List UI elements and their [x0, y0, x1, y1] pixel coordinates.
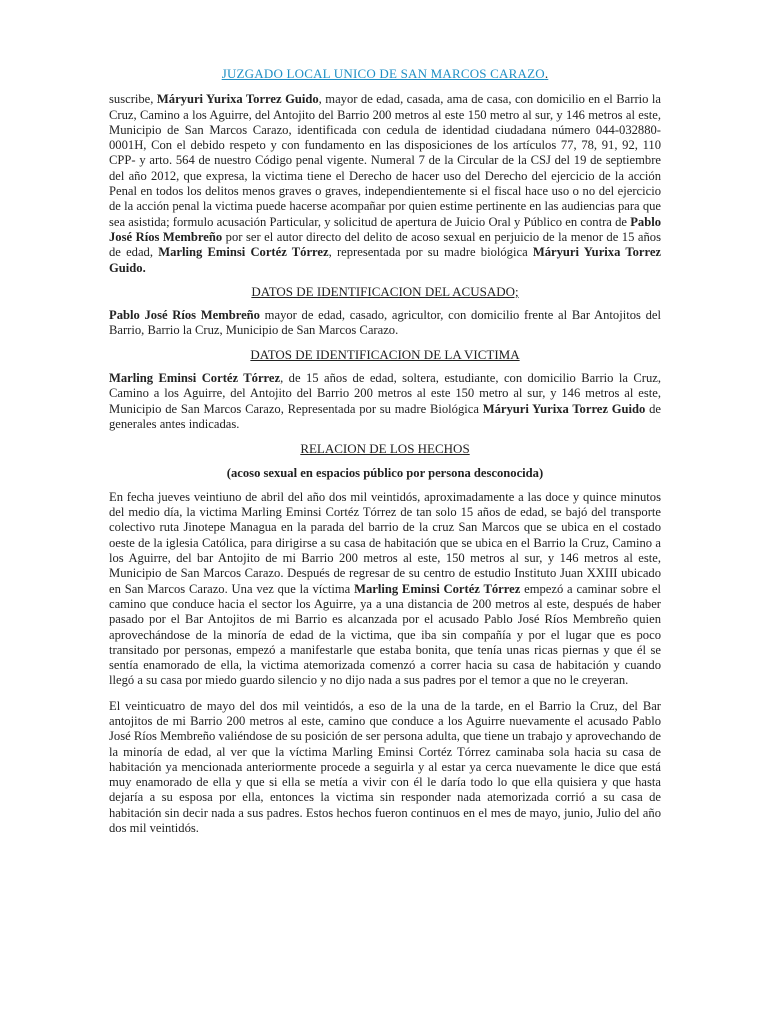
document-page: [109, 66, 661, 836]
plaintiff-name: Máryuri Yurixa Torrez Guido: [156, 92, 319, 107]
facts-text: En fecha jueves veintiuno de abril del año dos mil veintidós, aproximadamente a las doce y quince minutos del medio día, la victima Marling Eminsi Cortéz Tórrez de tan solo 15 años de edad, se bajó del transporte colectivo ruta Jinotepe Managua en la parada del barrio de la cruz San Marcos que se ubica en el costado oeste de la iglesia Católica, para dirigirse a su casa de habitación que se ubica en el Barrio la Cruz, Camino a los Aguirre, del bar Antojito de mi Barrio 200 metros al este, 150 metros al sur, y 146 metros al este, Municipio de San Marcos Carazo. Después de regresar de su centro de estudio Instituto Juan XXIII ubicado en San Marcos Carazo. Una vez que la víctima: [109, 489, 661, 596]
victim-text: de generales antes indicadas.: [109, 401, 662, 431]
facts-text: empezó a caminar sobre el camino que conduce hacia el sector los Aguirre, ya a una distancia de 200 metros al este, después de haber pasado por el Bar Antojitos de mi Barrio es alcanzada por el acusado Pablo José Ríos Membreño quien aprovechándose de la minoría de edad de la victima, que iba sin compañía y por el lugar que es poco transitado por personas, empezó a manifestarle que estaba bonita, que tenía unas ricas piernas y que él se sentía enamorado de ella, la victima atemorizada comenzó a correr hacia su casa de habitación y cuando llegó a su casa por miedo guardo silencio y no dijo nada a sus padres por el temor a que no le creyeran.: [109, 581, 661, 688]
victim-paragraph: [109, 371, 661, 432]
intro-text: , mayor de edad, casada, ama de casa, con domicilio en el Barrio la Cruz, Camino a los Aguirre, del Antojito del Barrio 200 metros al este 150 metro al sur, y 146 metros al este, Municipio de San Marcos Carazo, identificada con cedula de identidad ciudadana número 044-032880-0001H, Con el debido respeto y con fundamento en las disposiciones de los artículos 77, 78, 91, 92, 110 CPP- y arto. 564 de nuestro Código penal vigente. Numeral 7 de la Circular de la CSJ del 19 de septiembre del año 2012, que expresa, la victima tiene el Derecho de hacer uso del Derecho del ejercicio de la acción Penal en todos los delitos menos graves o graves, independientemente si el fiscal hace uso o no del ejercicio de la acción penal la victima puede hacerse acompañar por quien estime pertinente en las audiencias para que sea asistida; formulo acusación Particular, y solicitud de apertura de Juicio Oral y Público en contra de: [109, 92, 661, 229]
court-title-period: .: [544, 66, 549, 81]
victim-name: Marling Eminsi Cortéz Tórrez: [354, 581, 521, 596]
victim-section-heading: DATOS DE IDENTIFICACION DE LA VICTIMA: [250, 346, 520, 362]
victim-name: Marling Eminsi Cortéz Tórrez: [109, 371, 281, 386]
intro-text: , representada por su madre biológica: [328, 245, 533, 260]
plaintiff-name: Máryuri Yurixa Torrez Guido.: [109, 245, 662, 275]
court-title: [109, 66, 661, 81]
accused-text: mayor de edad, casado, agricultor, con domicilio frente al Bar Antojitos del Barrio, Barrio la Cruz, Municipio de San Marcos Carazo.: [109, 308, 661, 338]
accused-section-heading: DATOS DE IDENTIFICACION DEL ACUSADO;: [251, 283, 519, 299]
facts-section-heading: RELACION DE LOS HECHOS: [300, 441, 470, 457]
accused-paragraph: [109, 308, 661, 339]
intro-paragraph: [109, 92, 661, 276]
plaintiff-name: Máryuri Yurixa Torrez Guido: [482, 401, 646, 416]
intro-text: suscribe,: [109, 92, 157, 107]
facts-subheading: (acoso sexual en espacios público por persona desconocida): [226, 465, 544, 480]
facts-paragraph-2: El veinticuatro de mayo del dos mil veintidós, a eso de la una de la tarde, en el Barrio la Cruz, del Bar antojitos de mi Barrio 200 metros al este, camino que conduce a los Aguirre nuevamente el acusado Pablo José Ríos Membreño valiéndose de su posición de ser persona adulta, que tiene un trabajo y aprovechando de la minoría de edad, al ver que la víctima Marling Eminsi Cortéz Tórrez caminaba sola hacia su casa de habitación ya mencionada anteriormente procede a seguirla y al estar ya cerca nuevamente le dice que está muy enamorado de ella y que si ella se metía a vivir con él le daría todo lo que ella quisiera y que hasta dejaría a su esposa por ella, entonces la victima sin responder nada atemorizada corrió a su casa de habitación sin decir nada a sus padres. Estos hechos fueron continuos en el mes de mayo, junio, Julio del año dos mil veintidós.: [109, 698, 661, 836]
victim-text: , de 15 años de edad, soltera, estudiante, con domicilio Barrio la Cruz, Camino a los Aguirre, del Antojito del Barrio 200 metros al este 150 metro al sur, y 146 metros al este, Municipio de San Marcos Carazo, Representada por su madre Biológica: [109, 371, 661, 416]
accused-name: Pablo José Ríos Membreño: [109, 214, 661, 244]
court-title-text: JUZGADO LOCAL UNICO DE SAN MARCOS CARAZO: [221, 66, 545, 81]
intro-text: por ser el autor directo del delito de acoso sexual en perjuicio de la menor de 15 años de edad,: [109, 229, 661, 260]
accused-name: Pablo José Ríos Membreño: [109, 308, 260, 323]
victim-name: Marling Eminsi Cortéz Tórrez: [158, 245, 329, 260]
facts-paragraph-1: [109, 490, 661, 689]
